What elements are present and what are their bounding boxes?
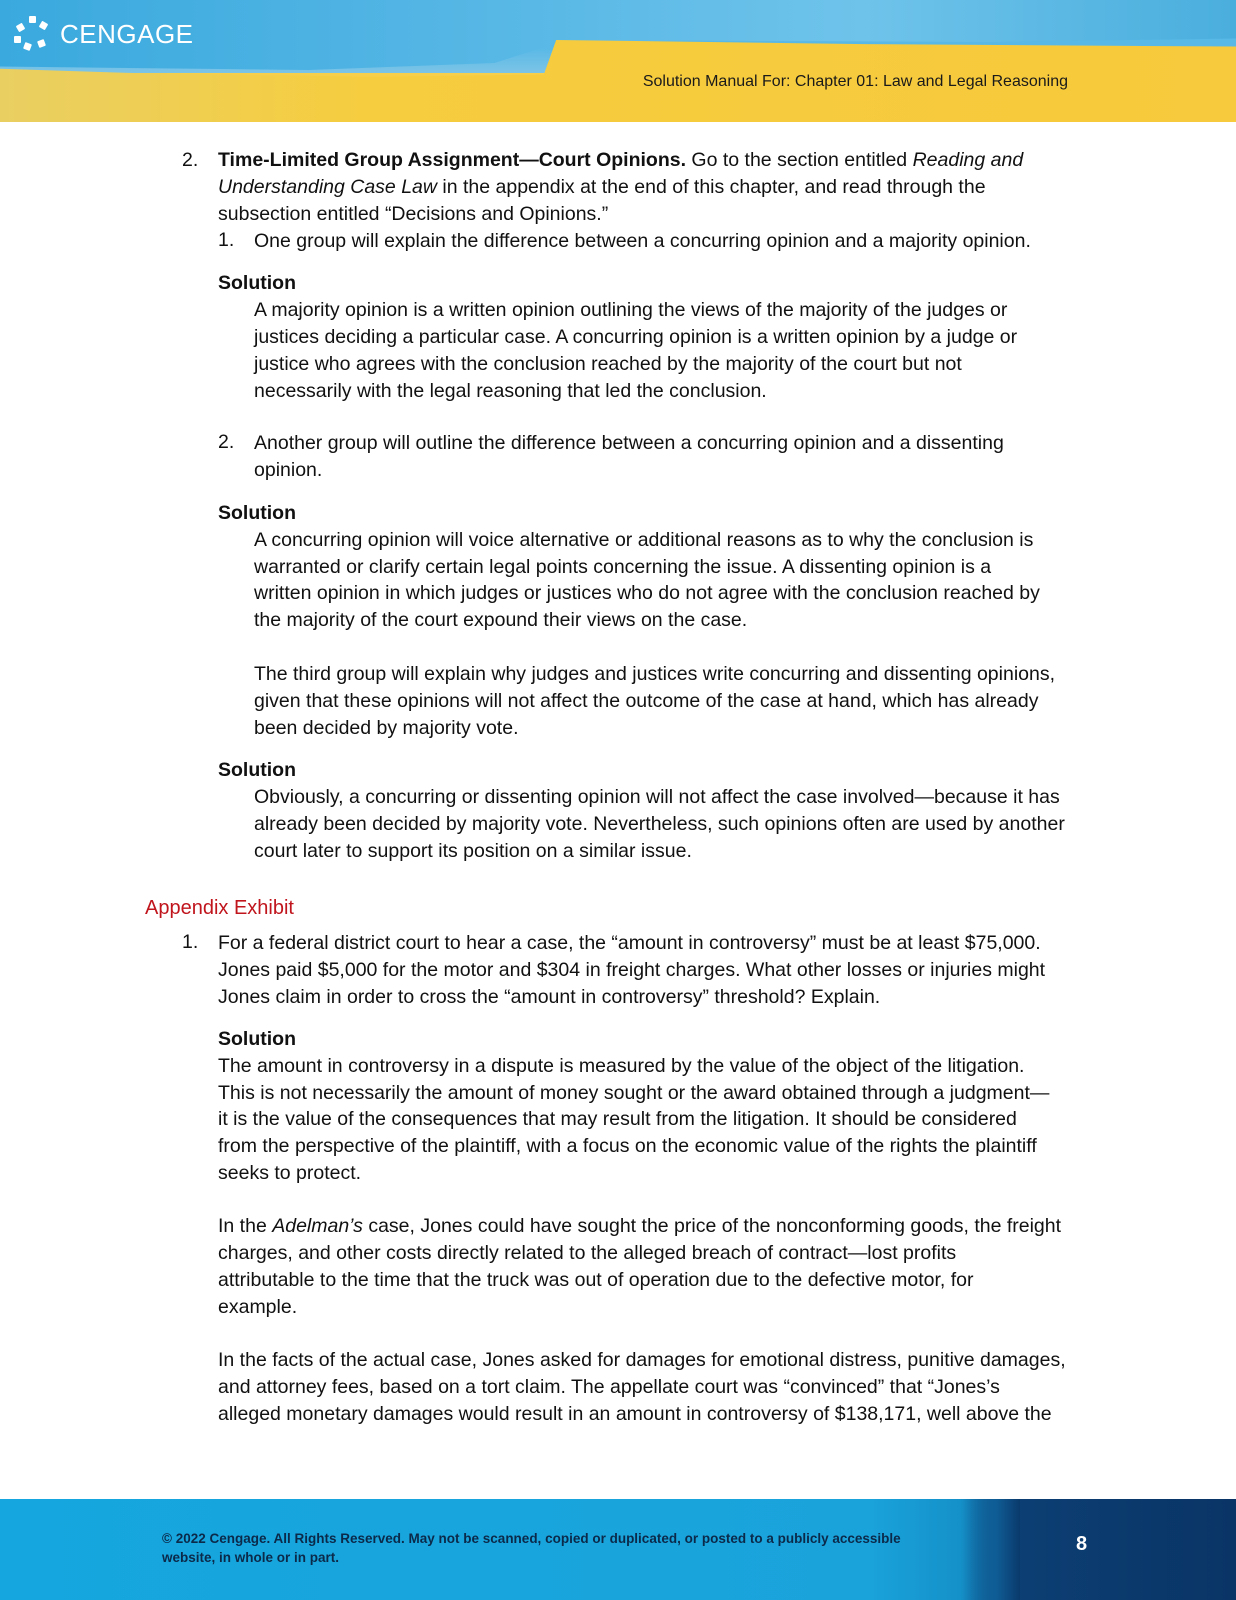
solution-line — [218, 1213, 1061, 1240]
question-line: For a federal district court to hear a case, the “amount in controversy” must be at least $75,000. — [218, 932, 1041, 954]
brand-name: CENGAGE — [60, 18, 194, 49]
solution-line: already been decided by majority vote. Nevertheless, such opinions often are used by another — [254, 813, 1065, 835]
solution-line: In the facts of the actual case, Jones asked for damages for emotional distress, punitive damages, — [218, 1349, 1066, 1371]
solution-label: Solution — [218, 272, 296, 294]
solution-line: necessarily with the legal reasoning that led the conclusion. — [254, 380, 767, 402]
running-title: Solution Manual For: Chapter 01: Law and Legal Reasoning — [642, 73, 1068, 90]
solution-line-rest: case, Jones could have sought the price of the nonconforming goods, the freight — [362, 1215, 1062, 1237]
subquestion-text: The third group will explain why judges and justices write concurring and dissenting opinions, — [254, 663, 1056, 685]
subquestion-text: Another group will outline the difference between a concurring opinion and a dissenting — [254, 432, 1004, 454]
solution-line: it is the value of the consequences that may result from the litigation. It should be considered — [218, 1108, 1017, 1130]
solution-line: justices deciding a particular case. A concurring opinion is a written opinion by a judge or — [254, 326, 1018, 348]
solution-line: This is not necessarily the amount of money sought or the award obtained through a judgment— — [218, 1082, 1050, 1104]
solution-line: A concurring opinion will voice alternative or additional reasons as to why the conclusion is — [254, 529, 1034, 551]
question-line-rest: in the appendix at the end of this chapter, and read through the — [436, 176, 986, 198]
subquestion-text: been decided by majority vote. — [254, 717, 519, 739]
solution-line: court later to support its position on a similar issue. — [254, 840, 692, 862]
solution-label: Solution — [218, 502, 296, 524]
solution-line: alleged monetary damages would result in an amount in controversy of $138,171, well above the — [218, 1403, 1052, 1425]
solution-line: from the perspective of the plaintiff, with a focus on the economic value of the rights the plaintiff — [218, 1135, 1037, 1157]
solution-lead: In the — [218, 1215, 273, 1237]
subquestion-number: 2. — [218, 431, 235, 453]
question-line: Jones paid $5,000 for the motor and $304 in freight charges. What other losses or injuries might — [218, 959, 1046, 981]
solution-line: seeks to protect. — [218, 1162, 362, 1184]
solution-line: charges, and other costs directly related to the alleged breach of contract—lost profits — [218, 1242, 957, 1264]
page-header — [0, 0, 1236, 122]
subquestion-number: 1. — [218, 229, 235, 251]
question-line: subsection entitled “Decisions and Opinions.” — [218, 203, 609, 225]
solution-label: Solution — [218, 1028, 296, 1050]
solution-line: attributable to the time that the truck was out of operation due to the defective motor, for — [218, 1269, 974, 1291]
section-heading: Appendix Exhibit — [145, 897, 294, 919]
solution-line: and attorney fees, based on a tort claim. The appellate court was “convinced” that “Jones’s — [218, 1376, 1000, 1398]
question-line: Jones claim in order to cross the “amount in controversy” threshold? Explain. — [218, 986, 881, 1008]
question-heading: Time-Limited Group Assignment—Court Opinions. — [218, 149, 687, 171]
question-reference-cont: Understanding Case Law — [218, 176, 437, 198]
question-line — [218, 174, 986, 201]
solution-line: example. — [218, 1296, 298, 1318]
subquestion-text: opinion. — [254, 459, 323, 481]
page-number: 8 — [1076, 1533, 1088, 1555]
copyright-notice: © 2022 Cengage. All Rights Reserved. May not be scanned, copied or duplicated, or posted to a publicly accessible website, in whole or in part. — [162, 1531, 901, 1565]
case-name: Adelman’s — [272, 1215, 363, 1237]
solution-line: justice who agrees with the conclusion reached by the majority of the court but not — [254, 353, 962, 375]
solution-line: written opinion in which judges or justices who do not agree with the conclusion reached by — [254, 582, 1040, 604]
solution-line: A majority opinion is a written opinion outlining the views of the majority of the judges or — [254, 299, 1008, 321]
subquestion-text: One group will explain the difference between a concurring opinion and a majority opinion. — [254, 230, 1031, 252]
solution-label: Solution — [218, 759, 296, 781]
footer-decoration — [960, 1499, 1020, 1600]
cengage-logo-icon — [12, 14, 52, 54]
question-heading-line — [218, 147, 1023, 174]
question-number: 1. — [182, 931, 199, 953]
cengage-logo — [12, 14, 194, 54]
subquestion-text: given that these opinions will not affect the outcome of the case at hand, which has already — [254, 690, 1039, 712]
solution-line: the majority of the court expound their views on the case. — [254, 609, 748, 631]
question-intro: Go to the section entitled — [686, 149, 913, 171]
question-reference: Reading and — [912, 149, 1024, 171]
solution-line: warranted or clarify certain legal points concerning the issue. A dissenting opinion is a — [254, 556, 992, 578]
solution-line: The amount in controversy in a dispute is measured by the value of the object of the litigation. — [218, 1055, 1025, 1077]
page-footer — [0, 1499, 1236, 1600]
question-number: 2. — [182, 149, 199, 171]
solution-line: Obviously, a concurring or dissenting opinion will not affect the case involved—because it has — [254, 786, 1060, 808]
